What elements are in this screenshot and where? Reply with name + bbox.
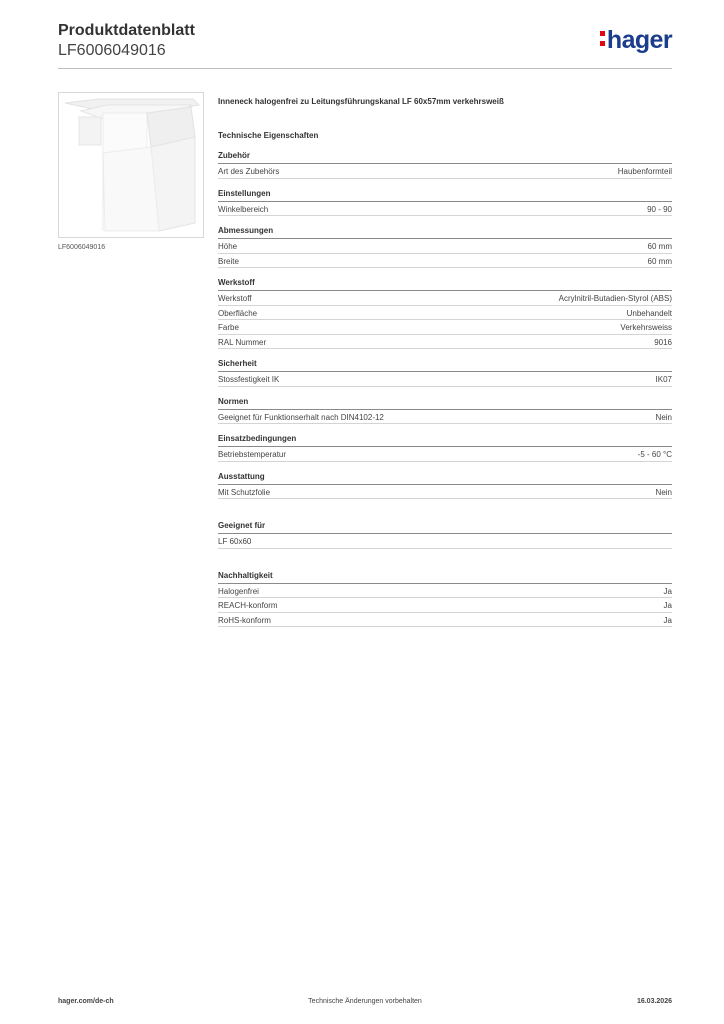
spec-value: IK07 xyxy=(655,375,672,384)
spec-label: Stossfestigkeit IK xyxy=(218,375,280,384)
spec-row xyxy=(218,239,672,254)
group-title: Ausstattung xyxy=(218,472,672,485)
group-title: Abmessungen xyxy=(218,226,672,239)
spec-row xyxy=(218,447,672,462)
group-title: Zubehör xyxy=(218,151,672,164)
document-number: LF6006049016 xyxy=(58,42,166,59)
spec-row xyxy=(218,320,672,335)
spec-group-sustainability xyxy=(218,571,672,628)
spec-row xyxy=(218,335,672,350)
spec-group-suitable xyxy=(218,521,672,549)
spec-value: 60 mm xyxy=(647,242,672,251)
spec-row xyxy=(218,164,672,179)
spec-label: LF 60x60 xyxy=(218,537,252,546)
group-title: Normen xyxy=(218,397,672,410)
spec-label: Höhe xyxy=(218,242,238,251)
product-description: Inneneck halogenfrei zu Leitungsführungskanal LF 60x57mm verkehrsweiß xyxy=(218,97,504,106)
spec-label: RoHS-konform xyxy=(218,615,271,625)
spec-groups xyxy=(218,151,672,499)
spec-value: Haubenformteil xyxy=(617,167,672,176)
spec-label: Halogenfrei xyxy=(218,586,259,596)
logo-text: hager xyxy=(606,26,672,54)
spec-group xyxy=(218,359,672,387)
spec-row xyxy=(218,598,672,613)
spec-value: Nein xyxy=(655,487,672,497)
spec-group xyxy=(218,189,672,217)
spec-row xyxy=(218,584,672,599)
spec-row xyxy=(218,254,672,269)
product-image xyxy=(58,92,204,238)
spec-value: Acrylnitril-Butadien-Styrol (ABS) xyxy=(558,294,672,303)
spec-value: 60 mm xyxy=(647,256,672,266)
page-header xyxy=(58,22,672,68)
spec-label: Werkstoff xyxy=(218,294,252,303)
inside-corner-icon xyxy=(59,93,203,237)
spec-group xyxy=(218,434,672,462)
group-title: Geeignet für xyxy=(218,521,672,534)
spec-label: Oberfläche xyxy=(218,308,258,318)
spec-group xyxy=(218,397,672,425)
spec-label: Art des Zubehörs xyxy=(218,167,280,176)
group-title: Werkstoff xyxy=(218,278,672,291)
spec-group xyxy=(218,151,672,179)
group-title: Sicherheit xyxy=(218,359,672,372)
logo-dots-icon xyxy=(600,31,605,46)
spec-row xyxy=(218,410,672,425)
spec-label: Breite xyxy=(218,256,239,266)
header-divider xyxy=(58,68,672,69)
spec-value: Ja xyxy=(663,586,672,596)
spec-row xyxy=(218,306,672,321)
spec-row xyxy=(218,372,672,387)
spec-label: RAL Nummer xyxy=(218,337,267,347)
footer-website-link[interactable]: hager.com/de-ch xyxy=(58,998,114,1005)
spec-label: Betriebstemperatur xyxy=(218,450,287,459)
spec-value: 90 - 90 xyxy=(647,204,672,214)
spec-row xyxy=(218,202,672,217)
group-title: Einsatzbedingungen xyxy=(218,434,672,447)
spec-group xyxy=(218,472,672,500)
spec-label: Mit Schutzfolie xyxy=(218,487,271,497)
spec-value: 9016 xyxy=(654,337,672,347)
hager-logo xyxy=(600,27,672,53)
spec-row xyxy=(218,291,672,306)
spec-value: Nein xyxy=(655,412,672,422)
spec-label: Winkelbereich xyxy=(218,204,269,214)
spec-value: Ja xyxy=(663,615,672,625)
spec-label: Geeignet für Funktionserhalt nach DIN4102-12 xyxy=(218,412,384,422)
group-title: Einstellungen xyxy=(218,189,672,202)
spec-row xyxy=(218,485,672,500)
spec-group xyxy=(218,278,672,349)
footer-note: Technische Änderungen vorbehalten xyxy=(308,998,422,1005)
spec-label: Farbe xyxy=(218,323,239,332)
spec-row xyxy=(218,534,672,549)
section-title: Technische Eigenschaften xyxy=(218,131,319,140)
footer-date: 16.03.2026 xyxy=(636,998,672,1005)
image-caption: LF6006049016 xyxy=(58,244,106,251)
spec-content xyxy=(218,96,672,627)
document-title: Produktdatenblatt xyxy=(58,22,195,39)
spec-value: Unbehandelt xyxy=(626,308,672,318)
spec-group xyxy=(218,226,672,268)
spec-label: REACH-konform xyxy=(218,601,278,610)
spec-row xyxy=(218,613,672,628)
spec-value: Ja xyxy=(663,601,672,610)
spec-value: -5 - 60 °C xyxy=(637,450,672,459)
group-title: Nachhaltigkeit xyxy=(218,571,672,584)
spec-value: Verkehrsweiss xyxy=(620,323,672,332)
